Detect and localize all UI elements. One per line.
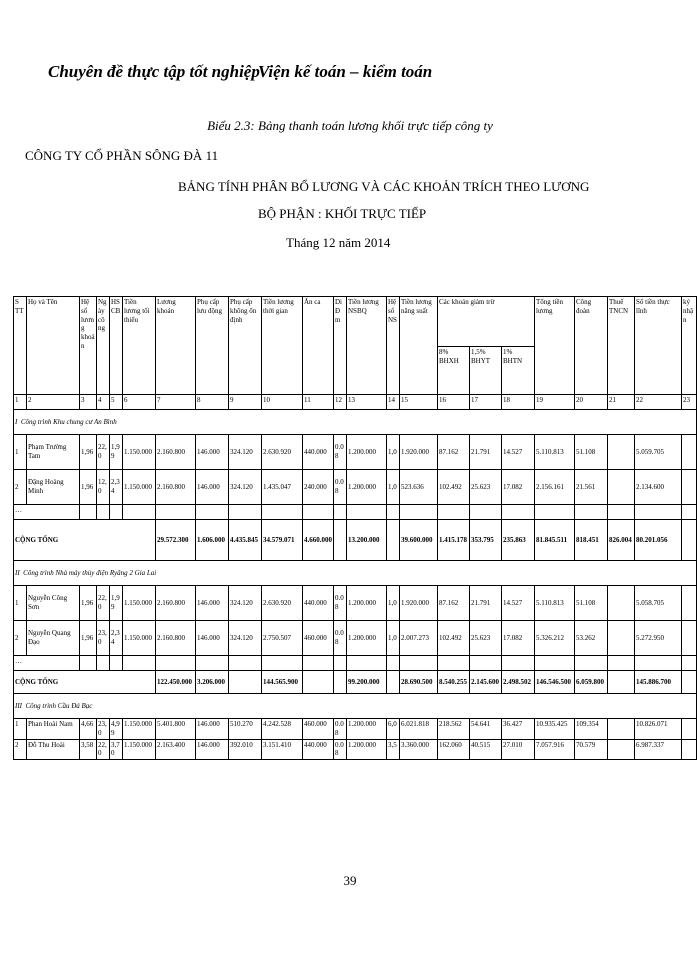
table-cell: 3,58 [80, 739, 97, 760]
column-subheader: 8% BHXH [438, 347, 470, 395]
table-cell [97, 505, 110, 520]
table-cell [334, 656, 347, 671]
table-cell: 5.326.212 [535, 621, 575, 656]
table-cell: 146.000 [196, 435, 229, 470]
table-cell: 1,0 [387, 621, 400, 656]
table-cell: 3.360.000 [400, 739, 438, 760]
table-cell: 1.200.000 [347, 719, 387, 740]
table-cell [123, 505, 156, 520]
table-cell: 1.200.000 [347, 586, 387, 621]
table-cell: 6,0 [387, 719, 400, 740]
column-number: 9 [229, 395, 262, 410]
table-cell: 1.920.000 [400, 435, 438, 470]
table-cell: 2.630.920 [262, 586, 303, 621]
table-cell: 6.987.337 [635, 739, 682, 760]
table-cell [438, 505, 470, 520]
table-cell: 54.641 [470, 719, 502, 740]
table-cell: 5.058.705 [635, 586, 682, 621]
column-header: Ngày công [97, 297, 110, 395]
table-cell: 51.108 [575, 435, 608, 470]
table-cell: 1.150.000 [123, 470, 156, 505]
total-row [14, 520, 697, 561]
column-number-row [14, 395, 697, 410]
table-cell [575, 505, 608, 520]
table-cell [608, 656, 635, 671]
table-cell: 1,96 [80, 586, 97, 621]
total-cell: 826.004 [608, 520, 635, 561]
table-cell: 2,34 [110, 470, 123, 505]
table-cell [682, 621, 697, 656]
table-cell [80, 505, 97, 520]
company-name: CÔNG TY CỔ PHẦN SÔNG ĐÀ 11 [25, 148, 219, 163]
column-number: 8 [196, 395, 229, 410]
total-cell: 28.690.500 [400, 671, 438, 694]
table-cell: 2.007.273 [400, 621, 438, 656]
column-header: Phụ cấp không ổn định [229, 297, 262, 395]
table-cell: 102.492 [438, 621, 470, 656]
table-cell [682, 470, 697, 505]
column-header: Công đoàn [575, 297, 608, 395]
table-cell: 0.08 [334, 586, 347, 621]
table-cell [387, 656, 400, 671]
column-number: 23 [682, 395, 697, 410]
table-cell: 2.163.400 [156, 739, 196, 760]
table-cell: 0.08 [334, 470, 347, 505]
column-header: Các khoản giảm trừ [438, 297, 535, 347]
table-cell: 1,96 [80, 435, 97, 470]
table-cell: 1.150.000 [123, 586, 156, 621]
table-cell [608, 739, 635, 760]
table-cell: 2.750.507 [262, 621, 303, 656]
table-cell: 17.082 [502, 621, 535, 656]
table-cell: 14.527 [502, 586, 535, 621]
section-header-row [14, 694, 697, 719]
table-cell [400, 656, 438, 671]
total-cell: 1.606.000 [196, 520, 229, 561]
total-cell: 2.498.502 [502, 671, 535, 694]
total-cell [334, 520, 347, 561]
table-cell: 5.059.705 [635, 435, 682, 470]
total-cell: 29.572.300 [156, 520, 196, 561]
total-cell: 145.886.700 [635, 671, 682, 694]
doc-header-right: Viện kế toán – kiểm toán [258, 62, 433, 81]
table-cell: 2.134.600 [635, 470, 682, 505]
total-cell: 2.145.600 [470, 671, 502, 694]
total-cell [387, 520, 400, 561]
column-header: HS CB [110, 297, 123, 395]
table-cell: 0.08 [334, 435, 347, 470]
total-cell: 39.600.000 [400, 520, 438, 561]
column-header: Hệ số lương khoán [80, 297, 97, 395]
table-cell: 2.160.800 [156, 470, 196, 505]
table-cell: 1,99 [110, 586, 123, 621]
column-number: 11 [303, 395, 334, 410]
table-cell: 1 [14, 719, 27, 740]
table-cell [608, 719, 635, 740]
table-cell: 392.010 [229, 739, 262, 760]
column-header: ký nhận [682, 297, 697, 395]
table-cell [110, 656, 123, 671]
column-number: 7 [156, 395, 196, 410]
table-cell [608, 586, 635, 621]
column-header: Tổng tiền lương [535, 297, 575, 395]
table-cell: 4.242.528 [262, 719, 303, 740]
table-cell: 2.160.800 [156, 586, 196, 621]
total-label: CỘNG TỔNG [14, 671, 156, 694]
table-cell [682, 656, 697, 671]
table-cell: Đỗ Thu Hoài [27, 739, 80, 760]
table-cell [608, 470, 635, 505]
total-label: CỘNG TỔNG [14, 520, 156, 561]
table-cell: 5.110.813 [535, 586, 575, 621]
table-caption: Biểu 2.3: Bảng thanh toán lương khối trực tiếp công ty [207, 118, 493, 133]
table-cell [262, 505, 303, 520]
table-cell: 1.435.047 [262, 470, 303, 505]
table-cell: 1.200.000 [347, 435, 387, 470]
total-cell: 6.059.800 [575, 671, 608, 694]
table-cell: 5.110.813 [535, 435, 575, 470]
table-cell: 1,0 [387, 470, 400, 505]
period-label: Tháng 12 năm 2014 [286, 235, 391, 250]
table-cell: 2.160.800 [156, 621, 196, 656]
table-cell: 1.920.000 [400, 586, 438, 621]
total-cell: 8.540.255 [438, 671, 470, 694]
column-number: 20 [575, 395, 608, 410]
employee-row [14, 435, 697, 470]
table-cell [502, 505, 535, 520]
table-cell [635, 656, 682, 671]
section-title [14, 410, 697, 435]
table-cell [635, 505, 682, 520]
column-number: 16 [438, 395, 470, 410]
table-cell [575, 656, 608, 671]
column-header: Tiền lương thời gian [262, 297, 303, 395]
table-cell: 146.000 [196, 586, 229, 621]
table-cell: 4,66 [80, 719, 97, 740]
table-cell [682, 719, 697, 740]
column-header: Họ và Tên [27, 297, 80, 395]
table-cell: 27.010 [502, 739, 535, 760]
table-cell: 1.150.000 [123, 621, 156, 656]
table-cell: 1.150.000 [123, 719, 156, 740]
column-header: Tiền lương tối thiểu [123, 297, 156, 395]
table-cell: 324.120 [229, 435, 262, 470]
table-cell: 0.08 [334, 739, 347, 760]
table-cell: 22,0 [97, 739, 110, 760]
total-cell: 80.201.056 [635, 520, 682, 561]
table-cell [156, 656, 196, 671]
table-cell: 23,0 [97, 621, 110, 656]
table-cell: 1,0 [387, 586, 400, 621]
section-roman: I [15, 417, 18, 426]
section-title [14, 561, 697, 586]
column-header: Hệ số NS [387, 297, 400, 395]
table-cell: 10.935.425 [535, 719, 575, 740]
section-title [14, 694, 697, 719]
table-cell: 25.623 [470, 621, 502, 656]
table-cell [347, 656, 387, 671]
table-cell [502, 656, 535, 671]
column-number: 6 [123, 395, 156, 410]
table-cell [196, 505, 229, 520]
column-subheader: 1% BHTN [502, 347, 535, 395]
table-cell: 36.427 [502, 719, 535, 740]
column-header: Thuế TNCN [608, 297, 635, 395]
table-cell: 51.108 [575, 586, 608, 621]
table-cell [400, 505, 438, 520]
page-number: 39 [343, 873, 357, 888]
table-cell [123, 656, 156, 671]
table-cell: 1 [14, 435, 27, 470]
table-cell: 21.791 [470, 586, 502, 621]
total-cell [229, 671, 262, 694]
table-cell [347, 505, 387, 520]
table-cell: 440.000 [303, 739, 334, 760]
column-number: 15 [400, 395, 438, 410]
employee-row [14, 586, 697, 621]
table-cell: Đặng Hoàng Minh [27, 470, 80, 505]
employee-row [14, 739, 697, 760]
table-cell: 2 [14, 739, 27, 760]
total-cell: 146.546.500 [535, 671, 575, 694]
table-cell: 17.082 [502, 470, 535, 505]
column-header: Phụ cấp lưu động [196, 297, 229, 395]
table-cell [229, 656, 262, 671]
payroll-table [13, 296, 697, 760]
table-cell: 162.060 [438, 739, 470, 760]
total-cell: 34.579.071 [262, 520, 303, 561]
section-header-row [14, 561, 697, 586]
total-cell [608, 671, 635, 694]
table-cell: 324.120 [229, 470, 262, 505]
table-cell [535, 656, 575, 671]
total-cell: 353.795 [470, 520, 502, 561]
column-header: Ăn ca [303, 297, 334, 395]
table-cell [303, 505, 334, 520]
table-cell: 2.160.800 [156, 435, 196, 470]
table-cell [682, 739, 697, 760]
table-cell: 218.562 [438, 719, 470, 740]
employee-row [14, 719, 697, 740]
table-cell: 7.057.916 [535, 739, 575, 760]
table-cell [438, 656, 470, 671]
table-cell: 21.561 [575, 470, 608, 505]
table-cell [97, 656, 110, 671]
table-cell: 22,0 [97, 435, 110, 470]
table-cell: 2 [14, 470, 27, 505]
table-cell [196, 656, 229, 671]
total-cell: 4.435.845 [229, 520, 262, 561]
table-cell [608, 505, 635, 520]
table-cell: 1,0 [387, 435, 400, 470]
section-header-row [14, 410, 697, 435]
total-cell: 4.660.000 [303, 520, 334, 561]
table-cell: 1,99 [110, 435, 123, 470]
table-cell: 1.150.000 [123, 435, 156, 470]
table-cell: 5.272.950 [635, 621, 682, 656]
doc-header-left: Chuyên đề thực tập tốt nghiệp [48, 62, 260, 81]
table-cell [387, 505, 400, 520]
column-number: 18 [502, 395, 535, 410]
table-cell: 21.791 [470, 435, 502, 470]
table-cell: 109.354 [575, 719, 608, 740]
table-cell: Nguyễn Quang Đạo [27, 621, 80, 656]
table-cell: 0.08 [334, 621, 347, 656]
section-name: Công trình Khu chung cư An Bình [20, 417, 117, 426]
table-cell: 87.162 [438, 586, 470, 621]
table-cell [608, 435, 635, 470]
total-cell [303, 671, 334, 694]
table-cell: 3,70 [110, 739, 123, 760]
table-cell: 2 [14, 621, 27, 656]
table-cell [682, 586, 697, 621]
column-number: 5 [110, 395, 123, 410]
column-number: 4 [97, 395, 110, 410]
column-header: Tiền lương năng suất [400, 297, 438, 395]
total-cell [682, 520, 697, 561]
table-cell: 5.401.800 [156, 719, 196, 740]
table-cell: 3,5 [387, 739, 400, 760]
table-cell: 1,96 [80, 470, 97, 505]
column-subheader: 1,5% BHYT [470, 347, 502, 395]
table-cell: 146.000 [196, 621, 229, 656]
table-cell: Phan Hoài Nam [27, 719, 80, 740]
section-name: Công trình Cầu Đá Bạc [25, 701, 93, 710]
table-cell: 70.579 [575, 739, 608, 760]
table-cell: 22,0 [97, 586, 110, 621]
table-cell: 1.200.000 [347, 621, 387, 656]
column-number: 19 [535, 395, 575, 410]
table-cell [682, 435, 697, 470]
ellipsis-row [14, 505, 697, 520]
sheet-title: BẢNG TÍNH PHÂN BỔ LƯƠNG VÀ CÁC KHOẢN TRÍCH THEO LƯƠNG [178, 179, 590, 194]
table-cell: 23,0 [97, 719, 110, 740]
total-cell: 99.200.000 [347, 671, 387, 694]
table-cell: 240.000 [303, 470, 334, 505]
ellipsis-row [14, 656, 697, 671]
table-cell: 460.000 [303, 621, 334, 656]
ellipsis-cell: … [14, 656, 80, 671]
table-cell: 324.120 [229, 621, 262, 656]
table-cell: 523.636 [400, 470, 438, 505]
column-number: 22 [635, 395, 682, 410]
table-cell: 2.156.161 [535, 470, 575, 505]
section-roman: III [15, 701, 22, 710]
table-cell: 460.000 [303, 719, 334, 740]
table-cell [80, 656, 97, 671]
header-row [14, 297, 697, 347]
table-cell: 2.630.920 [262, 435, 303, 470]
table-cell [682, 505, 697, 520]
table-cell: 14.527 [502, 435, 535, 470]
table-cell: 2,34 [110, 621, 123, 656]
table-cell: 40.515 [470, 739, 502, 760]
ellipsis-cell: … [14, 505, 80, 520]
table-cell: 102.492 [438, 470, 470, 505]
table-cell: 1.200.000 [347, 470, 387, 505]
column-header: S TT [14, 297, 27, 395]
table-cell: 510.270 [229, 719, 262, 740]
total-cell: 122.450.000 [156, 671, 196, 694]
column-number: 21 [608, 395, 635, 410]
table-cell: 440.000 [303, 435, 334, 470]
table-cell [608, 621, 635, 656]
table-cell [535, 505, 575, 520]
section-roman: II [15, 568, 20, 577]
column-header: Tiền lương NSBQ [347, 297, 387, 395]
total-cell: 818.451 [575, 520, 608, 561]
column-header: Số tiền thực lĩnh [635, 297, 682, 395]
table-cell: 4,99 [110, 719, 123, 740]
table-cell: 440.000 [303, 586, 334, 621]
column-header: Lương khoán [156, 297, 196, 395]
total-cell: 1.415.178 [438, 520, 470, 561]
table-cell [229, 505, 262, 520]
total-cell: 235.863 [502, 520, 535, 561]
table-cell [156, 505, 196, 520]
table-cell: 1,96 [80, 621, 97, 656]
department-label: BỘ PHẬN : KHỐI TRỰC TIẾP [258, 206, 427, 221]
table-cell [470, 656, 502, 671]
table-cell: 10.826.071 [635, 719, 682, 740]
section-name: Công trình Nhà máy thủy điện Ryâng 2 Gia Lai [23, 568, 157, 577]
total-row [14, 671, 697, 694]
column-number: 14 [387, 395, 400, 410]
column-number: 17 [470, 395, 502, 410]
table-cell: 1.150.000 [123, 739, 156, 760]
total-cell: 13.200.000 [347, 520, 387, 561]
table-cell: 0.08 [334, 719, 347, 740]
total-cell: 144.565.900 [262, 671, 303, 694]
total-cell [387, 671, 400, 694]
employee-row [14, 621, 697, 656]
table-cell: 146.000 [196, 719, 229, 740]
column-header: Di Đ m [334, 297, 347, 395]
table-cell: 1.200.000 [347, 739, 387, 760]
column-number: 3 [80, 395, 97, 410]
employee-row [14, 470, 697, 505]
table-cell: 146.000 [196, 739, 229, 760]
table-cell: 12,0 [97, 470, 110, 505]
table-cell [334, 505, 347, 520]
table-cell: 87.162 [438, 435, 470, 470]
table-cell: 3.151.410 [262, 739, 303, 760]
table-cell: Nguyễn Công Sơn [27, 586, 80, 621]
column-number: 2 [27, 395, 80, 410]
table-cell: 146.000 [196, 470, 229, 505]
column-number: 13 [347, 395, 387, 410]
table-cell: 1 [14, 586, 27, 621]
total-cell [682, 671, 697, 694]
table-cell: 25.623 [470, 470, 502, 505]
table-cell [303, 656, 334, 671]
total-cell: 81.845.511 [535, 520, 575, 561]
table-cell: Phạm Trường Tam [27, 435, 80, 470]
table-cell [110, 505, 123, 520]
total-cell [334, 671, 347, 694]
table-cell [262, 656, 303, 671]
payroll-table-body [14, 297, 697, 760]
column-number: 12 [334, 395, 347, 410]
column-number: 10 [262, 395, 303, 410]
column-number: 1 [14, 395, 27, 410]
total-cell: 3.206.000 [196, 671, 229, 694]
table-cell: 6.021.818 [400, 719, 438, 740]
table-cell: 324.120 [229, 586, 262, 621]
table-cell [470, 505, 502, 520]
table-cell: 53.262 [575, 621, 608, 656]
